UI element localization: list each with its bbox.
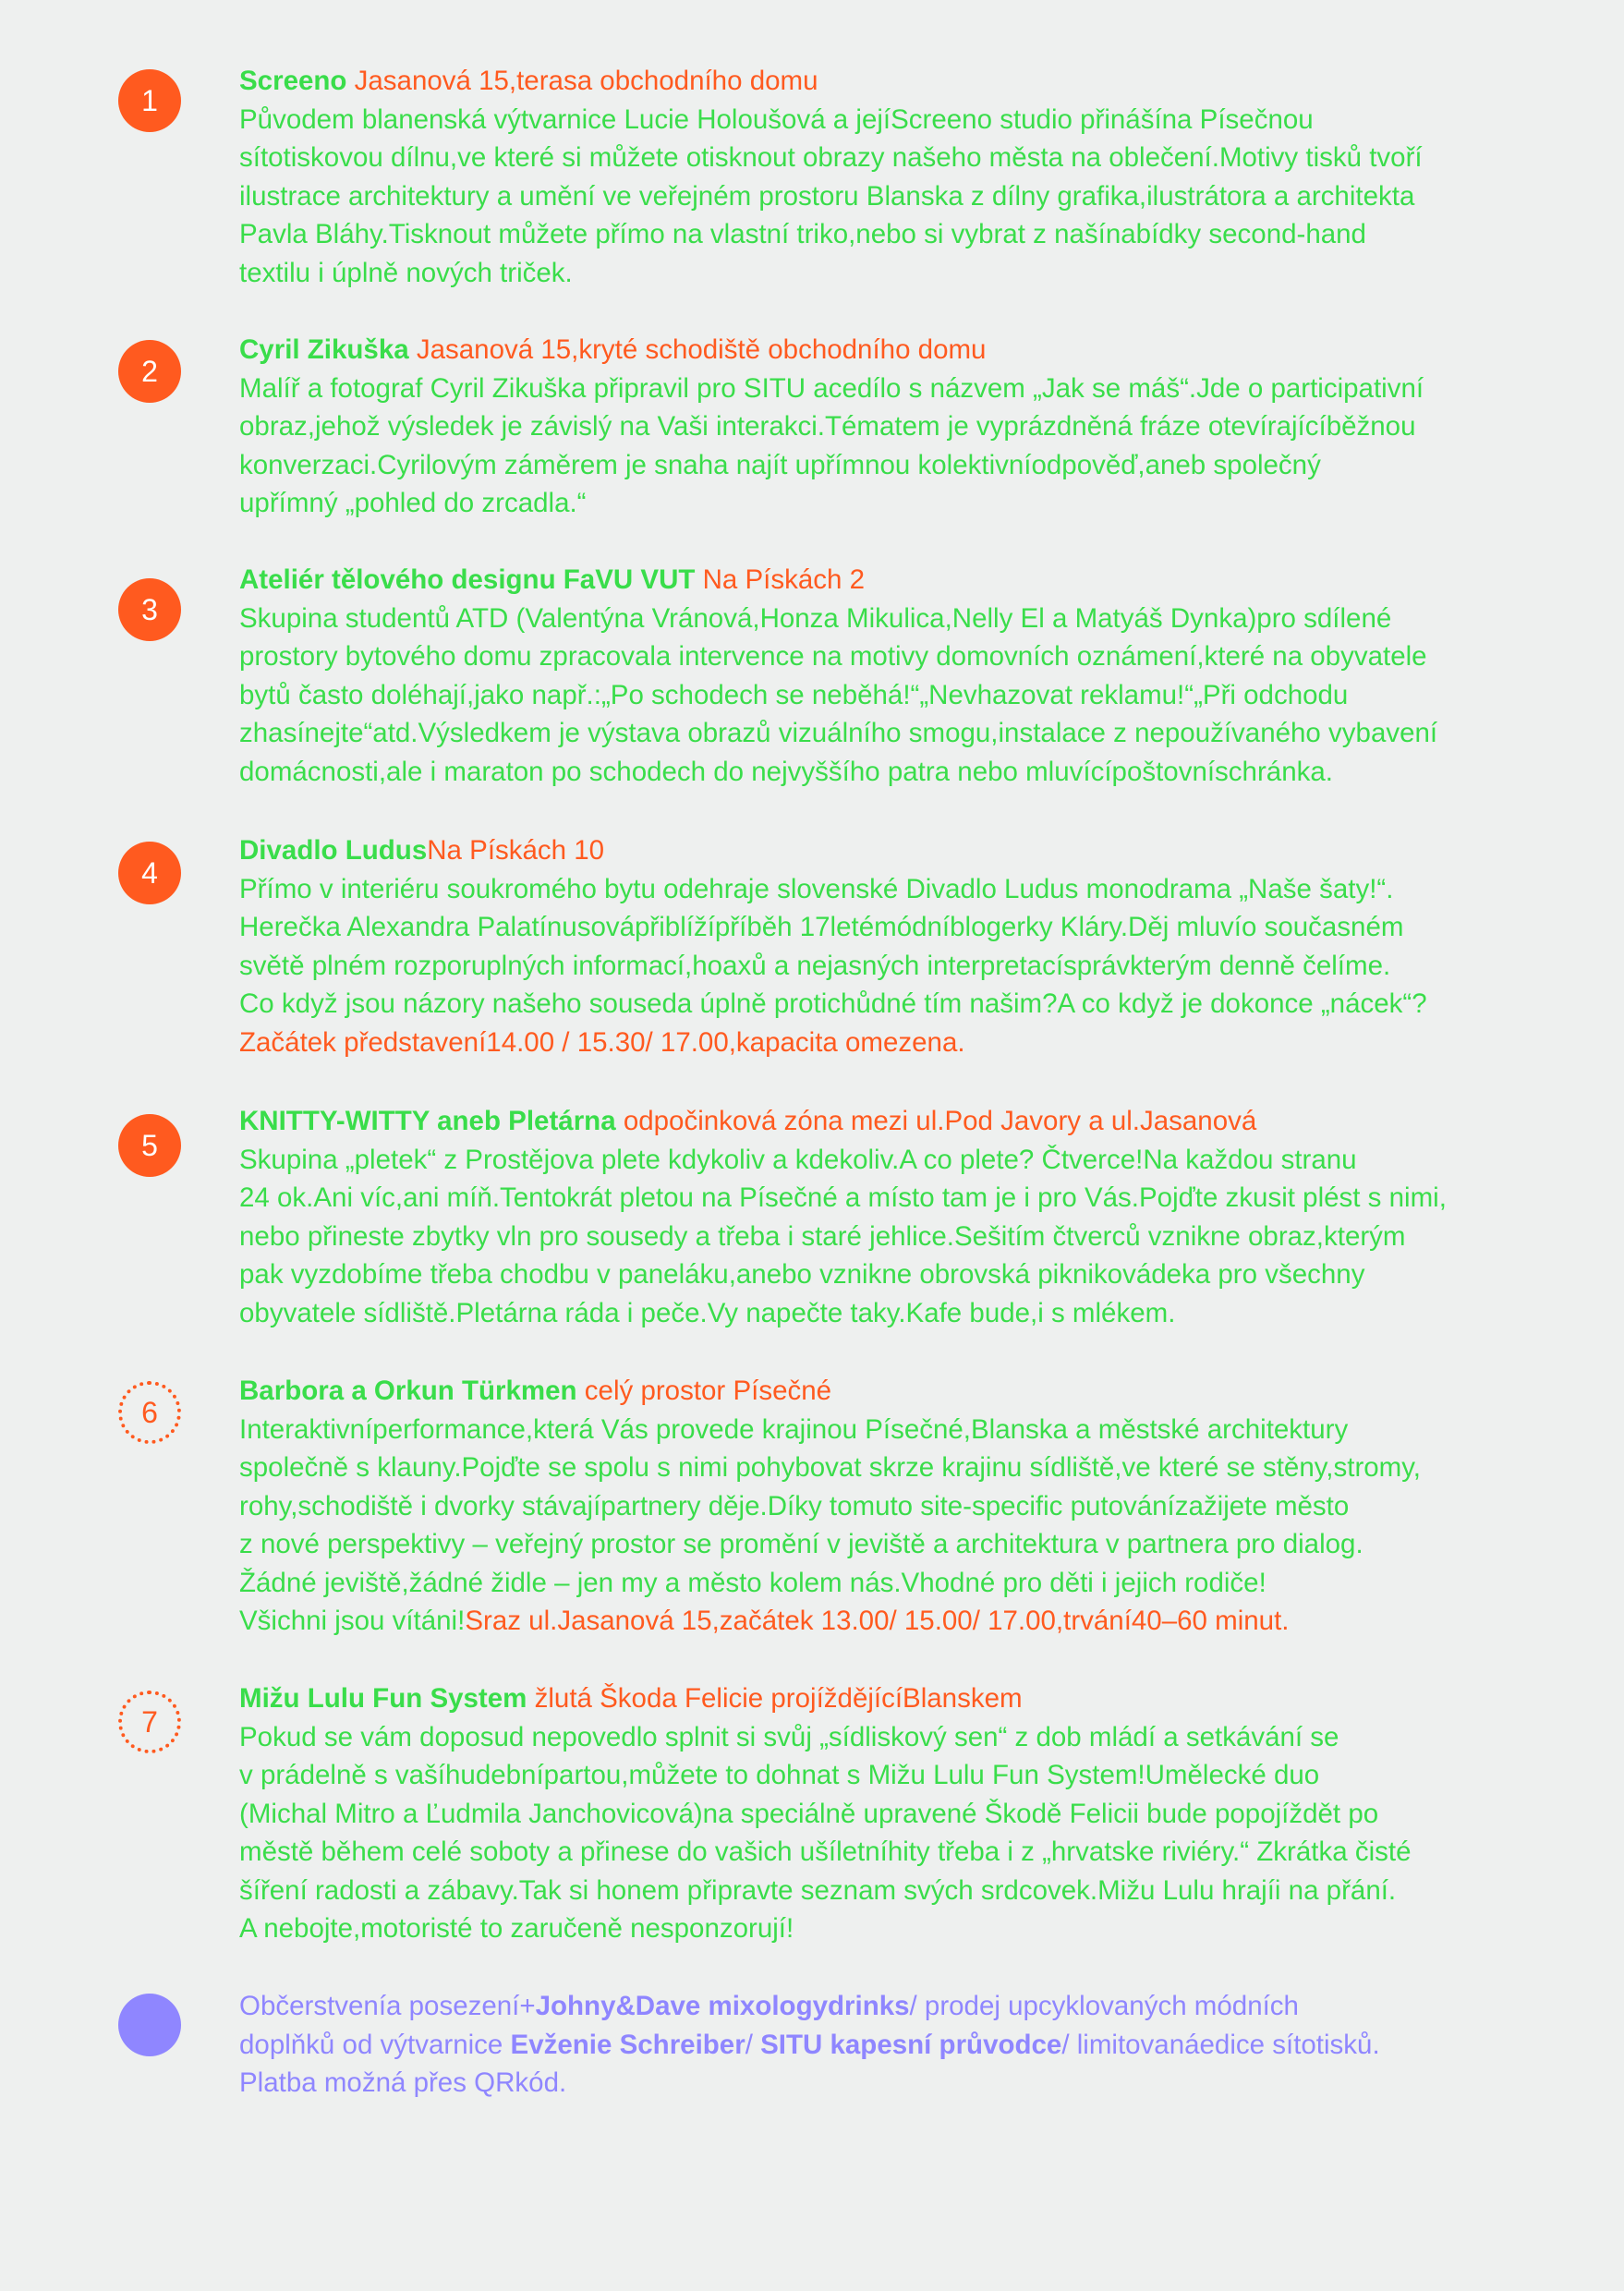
event-line: společně s klauny.Pojďte se spolu s nimi pohybovat skrze krajinu sídliště,ve které se stěny,stromy, [239,1452,1422,1483]
event-title: Screeno [239,66,347,96]
event-line: v prádelně s vašíhudebnípartou,můžete to dohnat s Mižu Lulu Fun System!Umělecké duo [239,1760,1320,1790]
event-line: zhasínejte“atd.Výsledkem je výstava obrazů vizuálního smogu,instalace z nepoužívaného vybavení [239,718,1438,748]
event-line [239,1602,1569,1641]
number-badge: 7 [118,1691,181,1753]
info-highlight: SITU kapesní průvodce [760,2029,1062,2060]
event-title: KNITTY-WITTY aneb Pletárna [239,1106,616,1136]
event-line: obyvatele sídliště.Pletárna ráda i peče.Vy napečte taky.Kafe bude,i s mlékem. [239,1297,1176,1328]
event-line: rohy,schodiště i dvorky stávajípartnery děje.Díky tomuto site-specific putovánízažijete město [239,1490,1350,1521]
info-highlight: Johny&Dave mixologydrinks [535,1991,910,2021]
event-line: textilu i úplně nových triček. [239,257,573,288]
info-line: Platba možná přes QRkód. [239,2067,567,2098]
info-line [239,2026,1569,2065]
info-part: Občerstvenía posezení+ [239,1991,536,2021]
event-location: Na Pískách 2 [702,564,866,595]
info-part: doplňků od výtvarnice [239,2029,511,2060]
number-badge: 4 [118,842,181,904]
event-line: sítotiskovou dílnu,ve které si můžete otisknout obrazy našeho města na oblečení.Motivy tisků tvoří [239,142,1423,173]
event-line: Skupina studentů ATD (Valentýna Vránová,Honza Mikulica,Nelly El a Matyáš Dynka)pro sdílené [239,602,1392,634]
event-last-line: Všichni jsou vítáni! [239,1606,466,1636]
event-location: celý prostor Písečné [584,1376,832,1406]
event-location: žlutá Škoda Felicie projíždějícíBlanskem [534,1683,1023,1714]
event-line: upřímný „pohled do zrcadla.“ [239,488,587,518]
number-badge: 5 [118,1114,181,1177]
event-text [239,1372,1569,1641]
event-line: bytů často doléhají,jako např.:„Po schodech se neběhá!“„Nevhazovat reklamu!“„Při odchodu [239,679,1349,710]
event-heading [239,62,1569,101]
info-dot [118,1994,181,2056]
event-title: Ateliér tělového designu FaVU VUT [239,564,696,595]
event-line: Původem blanenská výtvarnice Lucie Holoušová a jejíScreeno studio přinášína Písečnou [239,103,1314,135]
event-heading [239,331,1569,370]
event-line: Co když jsou názory našeho souseda úplně protichůdné tím našim?A co když je dokonce „nácek“? [239,988,1427,1019]
number-badge: 2 [118,340,181,403]
event-line: z nové perspektivy – veřejný prostor se promění v jeviště a architektura v partnera pro dialog. [239,1529,1363,1559]
event-line: obraz,jehož výsledek je závislý na Vaši interakci.Tématem je vyprázdněná fráze otevírajícíběžnou [239,411,1416,442]
event-line: šíření radosti a zábavy.Tak si honem připravte seznam svých srdcovek.Mižu Lulu hrajíi na přání. [239,1874,1397,1906]
event-text [239,831,1569,1061]
event-text [239,1679,1569,1948]
event-line: prostory bytového domu zpracovala intervence na motivy domovních oznámení,které na obyvatele [239,641,1427,672]
event-line: Pavla Bláhy.Tisknout můžete přímo na vlastní triko,nebo si vybrat z našínabídky second-hand [239,219,1366,249]
event-title: Divadlo Ludus [239,835,428,866]
event-location: Jasanová 15,terasa obchodního domu [354,66,818,96]
info-line [239,1987,1569,2026]
event-heading [239,831,1569,870]
event-location: Jasanová 15,kryté schodiště obchodního domu [416,334,987,365]
event-heading [239,561,1569,600]
event-note: Začátek představení14.00 / 15.30/ 17.00,kapacita omezena. [239,1026,965,1058]
event-line: (Michal Mitro a Ľudmila Janchovicová)na speciálně upravené Škodě Felicii bude popojíždět po [239,1798,1379,1829]
event-line: domácnosti,ale i maraton po schodech do nejvyššího patra nebo mluvícípoštovníschránka. [239,756,1333,787]
info-part: / [745,2029,761,2060]
event-line: světě plném rozporuplných informací,hoaxů a nejasných interpretacísprávkterým denně čelíme. [239,950,1391,981]
event-note: Sraz ul.Jasanová 15,začátek 13.00/ 15.00/ 17.00,trvání40–60 minut. [465,1606,1290,1636]
event-line: Skupina „pletek“ z Prostějova plete kdykoliv a kdekoliv.A co plete? Čtverce!Na každou stranu [239,1144,1357,1175]
number-badge: 3 [118,578,181,641]
event-text [239,331,1569,523]
info-highlight: Evženie Schreiber [510,2029,745,2060]
event-heading [239,1372,1569,1411]
event-text [239,62,1569,292]
number-badge: 6 [118,1381,181,1444]
number-badge: 1 [118,69,181,132]
event-line: Malíř a fotograf Cyril Zikuška připravil pro SITU acedílo s názvem „Jak se máš“.Jde o participativní [239,372,1424,404]
event-line: Žádné jeviště,žádné židle – jen my a město kolem nás.Vhodné pro děti i jejich rodiče! [239,1567,1266,1598]
event-line: Interaktivníperformance,která Vás provede krajinou Písečné,Blanska a městské architektury [239,1413,1349,1445]
event-heading [239,1679,1569,1718]
event-line: 24 ok.Ani víc,ani míň.Tentokrát pletou na Písečné a místo tam je i pro Vás.Pojďte zkusit plést s nimi, [239,1182,1447,1213]
event-line: pak vyzdobíme třeba chodbu v paneláku,anebo vznikne obrovská piknikovádeka pro všechny [239,1259,1365,1290]
event-title: Mižu Lulu Fun System [239,1683,527,1714]
event-title: Cyril Zikuška [239,334,409,365]
event-line: Herečka Alexandra Palatínusovápřiblížípříběh 17letémódníblogerky Kláry.Děj mluvío současném [239,912,1404,942]
event-location: Na Pískách 10 [427,835,605,866]
event-line: Přímo v interiéru soukromého bytu odehraje slovenské Divadlo Ludus monodrama „Naše šaty!“. [239,873,1394,904]
info-part: / limitovanáedice sítotisků. [1061,2029,1380,2060]
event-line: ilustrace architektury a umění ve veřejném prostoru Blanska z dílny grafika,ilustrátora a architekta [239,180,1415,212]
event-line: městě během celé soboty a přinese do vašich ušíletníhity třeba i z „hrvatske riviéry.“ Zkrátka čisté [239,1836,1412,1867]
event-text [239,561,1569,791]
event-title: Barbora a Orkun Türkmen [239,1376,577,1406]
event-heading [239,1102,1569,1141]
event-line: A nebojte,motoristé to zaručeně nesponzorují! [239,1913,794,1944]
info-part: / prodej upcyklovaných módních [909,1991,1299,2021]
event-line: Pokud se vám doposud nepovedlo splnit si svůj „sídliskový sen“ z dob mládí a setkávání se [239,1721,1339,1752]
event-text [239,1102,1569,1332]
event-location: odpočinková zóna mezi ul.Pod Javory a ul.Jasanová [623,1106,1257,1136]
info-text [239,1987,1569,2103]
event-line: nebo přineste zbytky vln pro sousedy a třeba i staré jehlice.Sešitím čtverců vznikne obraz,kterým [239,1220,1406,1252]
event-line: konverzaci.Cyrilovým záměrem je snaha najít upřímnou kolektivníodpověď,aneb společný [239,449,1321,480]
